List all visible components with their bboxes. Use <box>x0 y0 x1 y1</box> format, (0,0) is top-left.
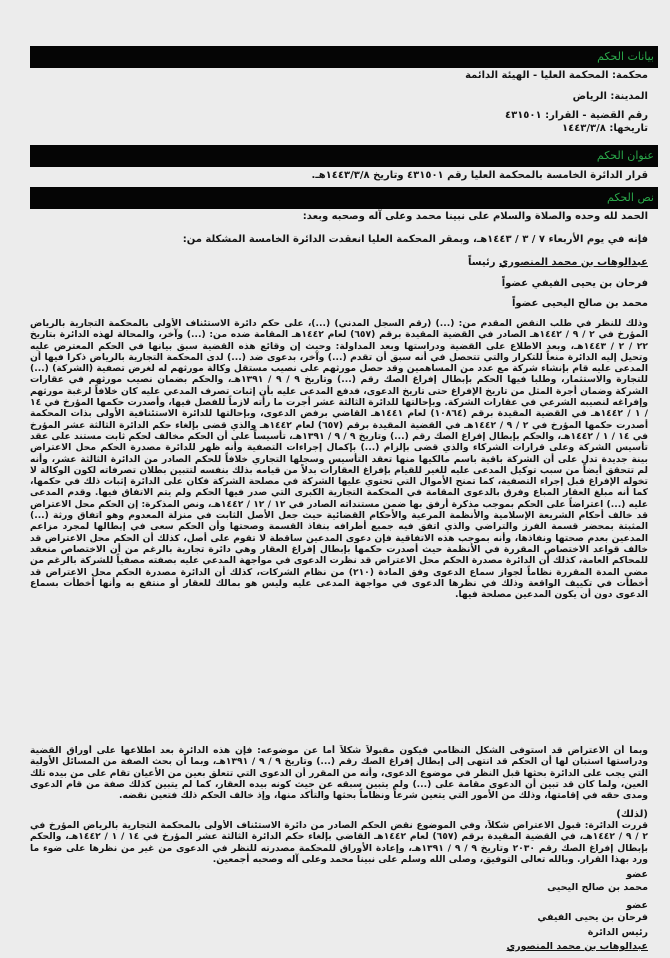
panel-member-3 <box>30 297 648 310</box>
signature-name: محمد بن صالح اليحيى <box>547 882 648 893</box>
opening-line: الحمد لله وحده والصلاة والسلام على نبينا محمد وعلى آله وصحبه وبعد: <box>302 211 648 222</box>
panel-member-role: رئيساً <box>468 257 496 268</box>
panel-member-name: فرحان بن يحيى الفيفي <box>531 278 648 289</box>
case-number: رقم القضية - القرار: ٤٣١٥٠١ <box>504 110 648 121</box>
case-date: تاريخها: ١٤٤٣/٣/٨ <box>561 123 648 134</box>
signature-name: فرحان بن يحيى الفيفي <box>537 912 648 923</box>
signature-role: عضو <box>626 869 648 880</box>
decision-title: (لذلك) <box>616 809 648 820</box>
signature-role: رئيس الدائرة <box>587 927 648 938</box>
session-line: فإنه في يوم الأربعاء ٧ / ٣ / ١٤٤٣هـ، وبمقر المحكمة العليا انعقدت الدائرة الخامسة المشكلة من: <box>182 234 648 245</box>
city: المدينة: الرياض <box>572 91 648 102</box>
panel-member-role: عضواً <box>501 278 529 289</box>
paragraph-reasoning: وبما أن الاعتراض قد استوفى الشكل النظامي فيكون مقبولاً شكلاً أما عن موضوعه: فإن هذه الدائرة بعد اطلاعها على أوراق القضية ودراستها استبان لها أن الحكم قد انتهى إلى إبطال إفراغ الصك رقم (...) وتاريخ ٩ / ٩ / ١٣٩١هـ، وبما أن بحث الصفة من المسائل الأولية التي يجب على الدائرة بحثها قبل النظر في موضوع الدعوى، وأنه من المقرر أن الدعوى التي تتعلق بعين من الأعيان تقام على من بيده تلك العين، ولما كان قد تبين أن الدعوى مقامة على (...) ولم يتبين سبقه عن حيث كونه بيده العقار، كما لم يتبين كذلك صفة من قام الدعوى ومدى حقه في إقامتها، وذلك من الأمور التي يتعين شرعاً ونظاماً بحثها والتأكد منها، وإذ خالف الحكم ذلك فتعين نقضه. <box>30 745 648 802</box>
panel-member-name: عبدالوهاب بن محمد المنصوري <box>499 257 648 268</box>
paragraph-facts: وذلك للنظر في طلب النقض المقدم من: (...) (رقم السجل المدني) (...)، على حكم دائرة الاستئناف الأولى بالمحكمة التجارية بالرياض المؤرخ في ٢ / ٩ / ١٤٤٢هـ الصادر في القضية المقيدة برقم (٦٥٧) لعام ١٤٤٢هـ المقامة ضده من: (...) وآخر، والمحالة لهذه الدائرة بتاريخ ٢٢ / ٢ / ١٤٤٣هـ، وبعد الاطلاع على القضية ودراستها وبعد المداولة: وحيث إن وقائع هذه القضية سبق بيانها في الحكم المعترض عليه وتحيل إليه الدائرة منعاً للتكرار والتي تتحصل في أنه سبق أن تقدم (...) وآخر، بدعوى ضد (...) لدى المحكمة التجارية بالرياض ذكرا فيها أن المدعى عليه قام بإنشاء شركة مع عدد من المساهمين وقد حصل مورثهم على نصيب مستقل وكالة مورثهم له لغرض تصفية (الشركة) (...) للتجارة والاستثمار، وطلبا فيها الحكم بإبطال إفراغ الصك رقم (...) وتاريخ ٩ / ٩ / ١٣٩١هـ، والحكم بضمان نصيب مورثهم في عقارات الشركة وضمان أجرة المثل من تاريخ الإفراغ حتى تاريخ الدعوى، فدفع المدعى عليه بأن إثبات تصرف المدعي عليه كان خلافاً لرغبة مورثهم وإفراغه لنصيبه الشرعي في عقارات الشركة. وبإحالتها للدائرة الثالثة عشر أجرت ما رأته لازماً للفصل فيها، وأصدرت حكمها المؤرخ في ١٤ / ١ / ١٤٤٢هـ في القضية المقيدة برقم (١٠٨٦٤) لعام ١٤٤١هـ القاضي برفض الدعوى، وبإحالتها للدائرة الاستئنافية الأولى بذات المحكمة أصدرت حكمها المؤرخ في ٢ / ٩ / ١٤٤٢هـ في القضية المقيدة برقم (٦٥٧) لعام ١٤٤٢هـ والذي قضى بإلغاء حكم الدائرة الثالثة عشر المؤرخ في ١٤ / ١ / ١٤٤٢هـ، والحكم بإبطال إفراغ الصك رقم (...) وتاريخ ٩ / ٩ / ١٣٩١هـ، تأسيساً على أن الحكم مخالف لحكم ثابت مستند على عقد تأسيس الشركة وعلى قرارات الشركاء والذي قضى بإلزام (...) بإكمال إجراءات التصفية وأنه ظهر للدائرة مصدرة الحكم محل الاعتراض بينة جديدة تدل على أن الشركة باقية باسم مالكيها منها تعقد التأسيس وسجلها التجاري خلافاً للحكم الصادر من الدائرة الثالثة عشر، وأنه لم تتحقق أيضاً من سبب توكيل المدعى عليه للغير للقيام بإفراغ العقارات بدلاً من قيامه بذلك بنفسه لتتبين بطلان تصرفاته لكون الوكالة لا تخوله الإفراغ قبل إجراء التصفية، كما تمنح الأموال التي تحتوي عليها الشركة في مصلحة الشركة فكان على الدائرة إثبات ذلك في حكمها، كما أنه مبلغ العقار المباع وفرق بالدعوى المقامة في المحكمة التجارية الكبرى التي صدر فيها الحكم ولم يتم الاتفاق فيها. وقدم المدعى عليه (...) اعتراضاً على الحكم بموجب مذكرة أرفق بها ضمن مستنداته الصادر في ١٢ / ١٢ / ١٤٤٢هـ، ونص المذكرة: إن الحكم محل الاعتراض قد خالف أحكام الشريعة الإسلامية والأنظمة المرعية والأحكام القضائية حيث جعل الأصل الثابت في منزلة المعدوم وهو اتفاق ورثة (...) المثبتة بمحضر قسمة الفرز والتراضي والذي اتفق فيه جميع أطرافه بنفاذ القسمة وصحتها وأن الحكم سعى في إبطالها لمجرد مزاعم المدعين بعدم صحتها ونفاذها، وأنه بموجب هذه الاتفاقية فإن دعوى المدعين ساقطة لا تقوم على أصل، كذلك أن الحكم محل الاعتراض قد خالف قواعد الاختصاص المقررة في الأنظمة حيث أصدرت حكمها بإبطال إفراغ العقار وهي دائرة تجارية بالرغم من أن الاختصاص منعقد للمحاكم العامة، كذلك أن الدائرة مصدرة الحكم محل الاعتراض قد نظرت الدعوى في مواجهة المدعي عليه بصفته مصفياً للشركة بالرغم من مضي المدة المقررة نظاماً لجواز سماع الدعوى وفق المادة (٢١٠) من نظام الشركات، كذلك أن الدائرة مصدرة الحكم محل الاعتراض قد أخطأت في تكييف الواقعة وذلك في نظرها الدعوى في مواجهة المدعى عليه وليس هو بمالك للعقار أو منتفع به وأنها أخطأت بسماع الدعوى دون أن يكون المدعين مصلحة فيها. <box>30 318 648 601</box>
court-name: محكمة: المحكمة العليا - الهيئة الدائمة <box>465 70 648 81</box>
signature-role: عضو <box>626 900 648 911</box>
section-header-summary: عنوان الحكم <box>30 145 658 167</box>
panel-member-2 <box>30 277 648 290</box>
section-header-text: نص الحكم <box>30 187 658 209</box>
section-header-case-data: بيانات الحكم <box>30 46 658 68</box>
panel-member-1 <box>30 256 648 269</box>
paragraph-decision: قررت الدائرة: قبول الاعتراض شكلاً، وفي الموضوع نقض الحكم الصادر من دائرة الاستئناف الأولى بالمحكمة التجارية بالرياض المؤرخ في ٢ / ٩ / ١٤٤٢هـ، في القضية المقيدة برقم (٦٥٧) لعام ١٤٤٢هـ القاضي بإلغاء حكم الدائرة الثالثة عشر المؤرخ في ١٤ / ١ / ١٤٤٢هـ، والحكم بإبطال إفراغ الصك رقم ٢٠٣٠ وتاريخ ٩ / ٩ / ١٣٩١هـ، وإعادة الأوراق للمحكمة مصدرته للنظر في الدعوى من غير من نظرها على ضوء ما ورد بهذا القرار. وبالله تعالى التوفيق، وصلى الله وسلم على نبينا محمد وعلى آله وصحبه أجمعين. <box>30 820 648 865</box>
judgment-summary: قرار الدائرة الخامسة بالمحكمة العليا رقم ٤٣١٥٠١ وتاريخ ١٤٤٣/٣/٨هـ. <box>311 170 648 181</box>
panel-member-name: محمد بن صالح اليحيى <box>541 298 648 309</box>
signature-name: عبدالوهاب بن محمد المنصوري <box>506 941 648 952</box>
panel-member-role: عضواً <box>511 298 539 309</box>
